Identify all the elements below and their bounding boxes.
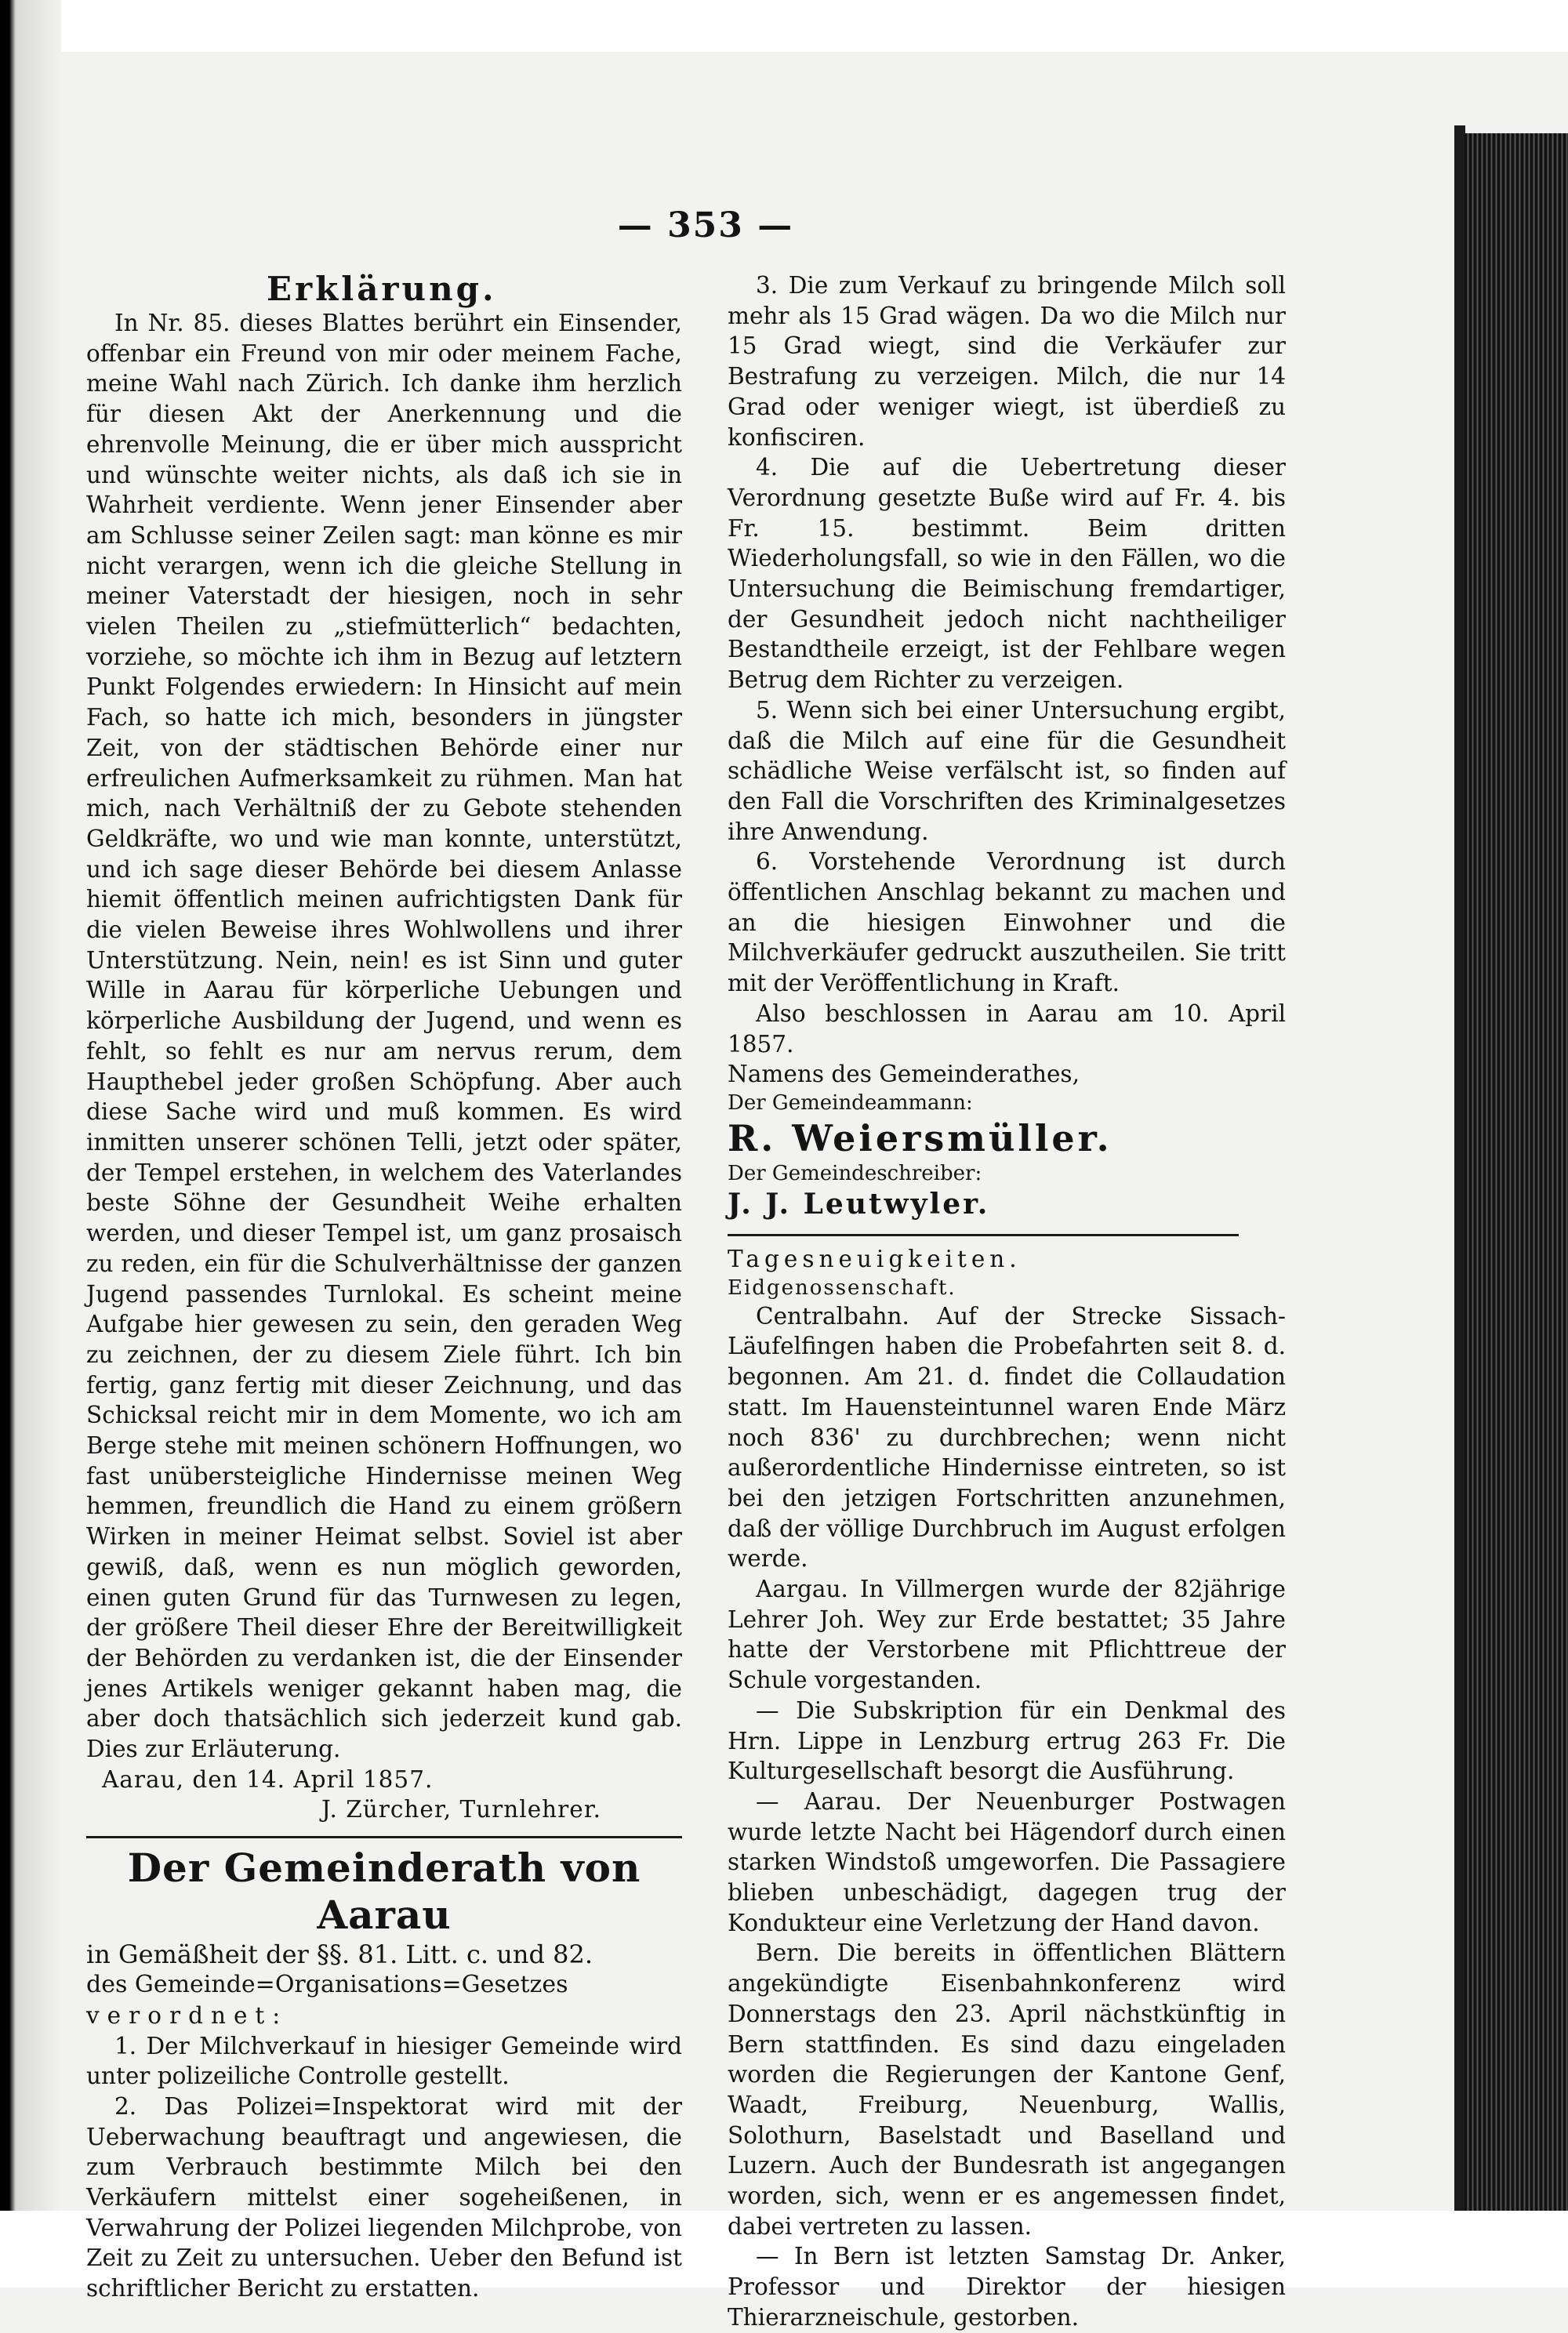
signature-name: J. Zürcher, Turnlehrer. xyxy=(321,1796,601,1823)
page-number: — 353 — xyxy=(617,205,794,245)
section-title-tagesneuigkeiten: Tagesneuigkeiten. xyxy=(728,1245,1022,1272)
news-item: — Die Subskription für ein Denkmal des Hrn. Lippe in Lenzburg ertrug 263 Fr. Die Kulturgesellschaft besorgt die Ausführung. xyxy=(728,1696,1286,1785)
heading-erklaerung: Erklärung. xyxy=(267,270,497,308)
book-spine-edge xyxy=(1454,125,1465,2242)
news-item: Centralbahn. Auf der Strecke Sissach-Läufelfingen haben die Probefahrten seit 8. d. begonnen. Am 21. d. findet die Collaudation statt. Im Hauensteintunnel waren Ende März noch 836' zu durchbrechen; wenn nicht außerordentliche Hindernisse eintreten, so ist bei den jetzigen Fortschritten anzunehmen, daß der völlige Durchbruch im August erfolgen werde. xyxy=(728,1302,1286,1573)
divider-rule xyxy=(86,1836,682,1838)
ordinance-item-3: 3. Die zum Verkauf zu bringende Milch soll mehr als 15 Grad wägen. Da wo die Milch nur 15 Grad wiegt, sind die Verkäufer zur Bestrafung zu verzeigen. Milch, die nur 14 Grad oder weniger wiegt, ist überdieß zu konfisciren. xyxy=(728,272,1286,451)
right-column xyxy=(728,270,1286,2333)
news-item: — Aarau. Der Neuenburger Postwagen wurde letzte Nacht bei Hägendorf durch einen starken Windstoß umgeworfen. Die Passagiere blieben unbeschädigt, dagegen trug der Kondukteur eine Verletzung der Hand davon. xyxy=(728,1787,1286,1936)
erklaerung-body: In Nr. 85. dieses Blattes berührt ein Einsender, offenbar ein Freund von mir oder meinem Fache, meine Wahl nach Zürich. Ich danke ihm herzlich für diesen Akt der Anerkennung und die ehrenvolle Meinung, die er über mich ausspricht und wünschte weiter nichts, als daß ich sie in Wahrheit verdiente. Wenn jener Einsender aber am Schlusse seiner Zeilen sagt: man könne es mir nicht verargen, wenn ich die gleiche Stellung in meiner Vaterstadt der hiesigen, noch in sehr vielen Theilen zu „stiefmütterlich“ bedachten, vorziehe, so möchte ich ihm in Bezug auf letztern Punkt Folgendes erwiedern: In Hinsicht auf mein Fach, so hatte ich mich, besonders in jüngster Zeit, von der städtischen Behörde einer nur erfreulichen Aufmerksamkeit zu rühmen. Man hat mich, nach Verhältniß der zu Gebote stehenden Geldkräfte, wo und wie man konnte, unterstützt, und ich sage dieser Behörde bei diesem Anlasse hiemit öffentlich meinen aufrichtigsten Dank für die vielen Beweise ihres Wohlwollens und ihrer Unterstützung. Nein, nein! es ist Sinn und guter Wille in Aarau für körperliche Uebungen und körperliche Ausbildung der Jugend, und wenn es fehlt, so fehlt es nur am nervus rerum, dem Haupthebel jeder großen Schöpfung. Aber auch diese Sache wird und muß kommen. Es wird inmitten unserer schönen Telli, jetzt oder später, der Tempel erstehen, in welchem des Vaterlandes beste Söhne der Gesundheit Weihe erhalten werden, und dieser Tempel ist, um ganz prosaisch zu reden, ein für die Schulverhältnisse der ganzen Jugend passendes Turnlokal. Es scheint meine Aufgabe hier gewesen zu sein, den geraden Weg zu zeichnen, der zu diesem Ziele führt. Ich bin fertig, ganz fertig mit dieser Zeichnung, und das Schicksal reicht mir in dem Momente, wo ich am Berge stehe mit meinen schönern Hoffnungen, wo fast unübersteigliche Hindernisse meinen Weg hemmen, freundlich die Hand zu einem größern Wirken in meiner Heimat selbst. Soviel ist aber gewiß, daß, wenn es nun möglich geworden, einen guten Grund für das Turnwesen zu legen, der größere Theil dieser Ehre der Bereitwilligkeit der Behörden zu verdanken ist, die der Einsender jenes Artikels weniger gekannt haben mag, die aber doch thatsächlich sich jederzeit kund gab. Dies zur Erläuterung. xyxy=(86,310,682,1763)
news-item: Bern. Die bereits in öffentlichen Blättern angekündigte Eisenbahnkonferenz wird Donnerstags den 23. April nächstkünftig in Bern stattfinden. Es sind dazu eingeladen worden die Regierungen der Kantone Genf, Waadt, Freiburg, Neuenburg, Wallis, Solothurn, Baselstadt und Baselland und Luzern. Auch der Bundesrath ist angegangen worden, sich, wenn er es angemessen findet, dabei vertreten zu lassen. xyxy=(728,1939,1286,2240)
book-page-edges xyxy=(1465,133,1568,2250)
ordinance-item-1: 1. Der Milchverkauf in hiesiger Gemeinde wird unter polizeiliche Controlle gestellt. xyxy=(86,2032,682,2090)
ordinance-item-2: 2. Das Polizei=Inspektorat wird mit der Ueberwachung beauftragt und angewiesen, die zum Verbrauch bestimmte Milch bei den Verkäufern mittelst einer sogeheißenen, in Verwahrung der Polizei liegenden Milchprobe, von Zeit zu Zeit zu untersuchen. Ueber den Befund ist schriftlicher Bericht zu erstatten. xyxy=(86,2092,682,2302)
council-subtitle: in Gemäßheit der §§. 81. Litt. c. und 82. xyxy=(86,1939,593,1970)
section-sub-eidgenossenschaft: Eidgenossenschaft. xyxy=(728,1275,956,1300)
verordnet-heading: verordnet: xyxy=(86,2001,289,2029)
signature-place-date: Aarau, den 14. April 1857. xyxy=(102,1765,434,1793)
scan-margin-top xyxy=(0,0,1568,52)
news-item: Aargau. In Villmergen wurde der 82jährige Lehrer Joh. Wey zur Erde bestattet; 35 Jahre hatte der Verstorbene mit Pflichttreue der Schule vorgestanden. xyxy=(728,1576,1286,1694)
ammann-label: Der Gemeindeammann: xyxy=(728,1090,973,1115)
scan-margin-left xyxy=(0,0,61,2288)
schreiber-name: J. J. Leutwyler. xyxy=(728,1187,990,1221)
council-law-reference: des Gemeinde=Organisations=Gesetzes xyxy=(86,1971,568,1999)
ordinance-item-5: 5. Wenn sich bei einer Untersuchung ergibt, daß die Milch auf eine für die Gesundheit schädliche Weise verfälscht ist, so finden auf den Fall die Vorschriften des Kriminalgesetzes ihre Anwendung. xyxy=(728,696,1286,845)
schreiber-label: Der Gemeindeschreiber: xyxy=(728,1161,982,1185)
ordinance-place-date: Also beschlossen in Aarau am 10. April 1857. xyxy=(728,1000,1286,1058)
ordinance-item-6: 6. Vorstehende Verordnung ist durch öffentlichen Anschlag bekannt zu machen und an die hiesigen Einwohner und die Milchverkäufer gedruckt auszutheilen. Sie tritt mit der Veröffentlichung in Kraft. xyxy=(728,848,1286,997)
news-item: — In Bern ist letzten Samstag Dr. Anker, Professor und Direktor der hiesigen Thierarzneischule, gestorben. xyxy=(728,2243,1286,2331)
namens-line: Namens des Gemeinderathes, xyxy=(728,1061,1080,1088)
left-column xyxy=(86,270,682,2304)
ammann-name: R. Weiersmüller. xyxy=(728,1116,1112,1159)
divider-rule-right xyxy=(728,1234,1239,1236)
council-title: Der Gemeinderath von Aarau xyxy=(127,1845,641,1939)
ordinance-item-4: 4. Die auf die Uebertretung dieser Verordnung gesetzte Buße wird auf Fr. 4. bis Fr. 15. bestimmt. Beim dritten Wiederholungsfall, so wie in den Fällen, wo die Untersuchung die Beimischung fremdartiger, der Gesundheit jedoch nicht nachtheiliger Bestandtheile erzeigt, ist der Fehlbare wegen Betrug dem Richter zu verzeigen. xyxy=(728,454,1286,694)
